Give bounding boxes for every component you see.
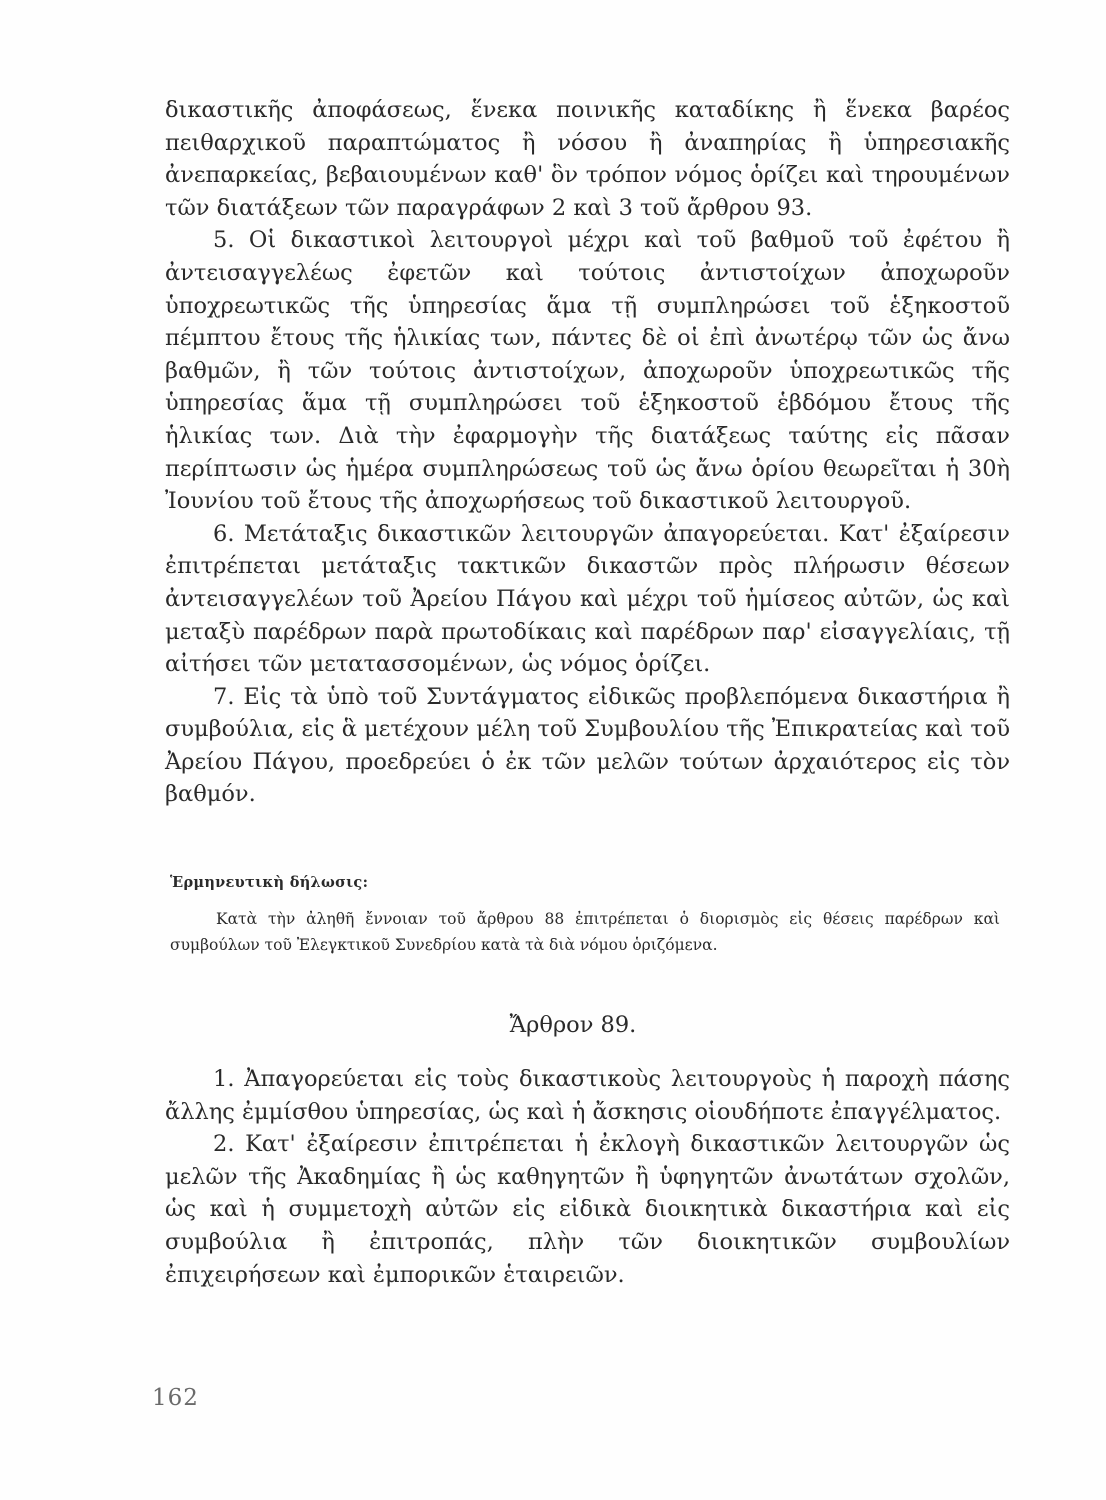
article-89-paragraph-1: 1. Ἀπαγορεύεται εἰς τοὺς δικαστικοὺς λειτουργοὺς ἡ παροχὴ πάσης ἄλλης ἐμμίσθου ὑπηρεσίας, ὡς καὶ ἡ ἄσκησις οἱουδήποτε ἐπαγγέλματος. (165, 1066, 1010, 1125)
paragraph-5: 5. Οἱ δικαστικοὶ λειτουργοὶ μέχρι καὶ τοῦ βαθμοῦ τοῦ ἐφέτου ἢ ἀντεισαγγελέως ἐφετῶν καὶ τούτοις ἀντιστοίχων ἀποχωροῦν ὑποχρεωτικῶς τῆς ὑπηρεσίας ἅμα τῇ συμπληρώσει τοῦ ἑξηκοστοῦ πέμπτου ἔτους τῆς ἡλικίας των, πάντες δὲ οἱ ἐπὶ ἀνωτέρῳ τῶν ὡς ἄνω βαθμῶν, ἢ τῶν τούτοις ἀντιστοίχων, ἀποχωροῦν ὑποχρεωτικῶς τῆς ὑπηρεσίας ἅμα τῇ συμπληρώσει τοῦ ἑξηκοστοῦ ἑβδόμου ἔτους τῆς ἡλικίας των. Διὰ τὴν ἐφαρμογὴν τῆς διατάξεως ταύτης εἰς πᾶσαν περίπτωσιν ὡς ἡμέρα συμπληρώσεως τοῦ ὡς ἄνω ὁρίου θεωρεῖται ἡ 30ὴ Ἰουνίου τοῦ ἔτους τῆς ἀποχωρήσεως τοῦ δικαστικοῦ λειτουργοῦ. (165, 227, 1010, 515)
paragraph-6: 6. Μετάταξις δικαστικῶν λειτουργῶν ἀπαγορεύεται. Κατ' ἐξαίρεσιν ἐπιτρέπεται μετάταξις τακτικῶν δικαστῶν πρὸς πλήρωσιν θέσεων ἀντεισαγγελέων τοῦ Ἀρείου Πάγου καὶ μέχρι τοῦ ἡμίσεος αὐτῶν, ὡς καὶ μεταξὺ παρέδρων παρὰ πρωτοδίκαις καὶ παρέδρων παρ' εἰσαγγελίαις, τῇ αἰτήσει τῶν μετατασσομένων, ὡς νόμος ὁρίζει. (165, 520, 1010, 678)
article-89-body (165, 1063, 1010, 1291)
article-89-paragraph-2: 2. Κατ' ἐξαίρεσιν ἐπιτρέπεται ἡ ἐκλογὴ δικαστικῶν λειτουργῶν ὡς μελῶν τῆς Ἀκαδημίας ἢ ὡς καθηγητῶν ἢ ὑφηγητῶν ἀνωτάτων σχολῶν, ὡς καὶ ἡ συμμετοχὴ αὐτῶν εἰς εἰδικὰ διοικητικὰ δικαστήρια καὶ εἰς συμβούλια ἢ ἐπιτροπάς, πλὴν τῶν διοικητικῶν συμβουλίων ἐπιχειρήσεων καὶ ἐμπορικῶν ἑταιρειῶν. (165, 1131, 1010, 1288)
interpretive-note-text: Κατὰ τὴν ἀληθῆ ἔννοιαν τοῦ ἄρθρου 88 ἐπιτρέπεται ὁ διορισμὸς εἰς θέσεις παρέδρων καὶ συμβούλων τοῦ Ἐλεγκτικοῦ Συνεδρίου κατὰ τὰ διὰ νόμου ὁριζόμενα. (170, 910, 1000, 954)
interpretive-note (170, 906, 1000, 958)
paragraph-7: 7. Εἰς τὰ ὑπὸ τοῦ Συντάγματος εἰδικῶς προβλεπόμενα δικαστήρια ἢ συμβούλια, εἰς ἃ μετέχουν μέλη τοῦ Συμβουλίου τῆς Ἐπικρατείας καὶ τοῦ Ἀρείου Πάγου, προεδρεύει ὁ ἐκ τῶν μελῶν τούτων ἀρχαιότερος εἰς τὸν βαθμόν. (165, 683, 1010, 808)
page-number: 162 (152, 1385, 199, 1411)
paragraph-4-continuation: δικαστικῆς ἀποφάσεως, ἕνεκα ποινικῆς καταδίκης ἢ ἕνεκα βαρέος πειθαρχικοῦ παραπτώματος ἢ νόσου ἢ ἀναπηρίας ἢ ὑπηρεσιακῆς ἀνεπαρκείας, βεβαιουμένων καθ' ὃν τρόπον νόμος ὁρίζει καὶ τηρουμένων τῶν διατάξεων τῶν παραγράφων 2 καὶ 3 τοῦ ἄρθρου 93. (165, 97, 1010, 221)
article-88-continuation (165, 94, 1010, 811)
interpretive-note-heading: Ἑρμηνευτικὴ δήλωσις: (170, 874, 369, 891)
article-89-title: Ἄρθρον 89. (509, 1012, 637, 1038)
